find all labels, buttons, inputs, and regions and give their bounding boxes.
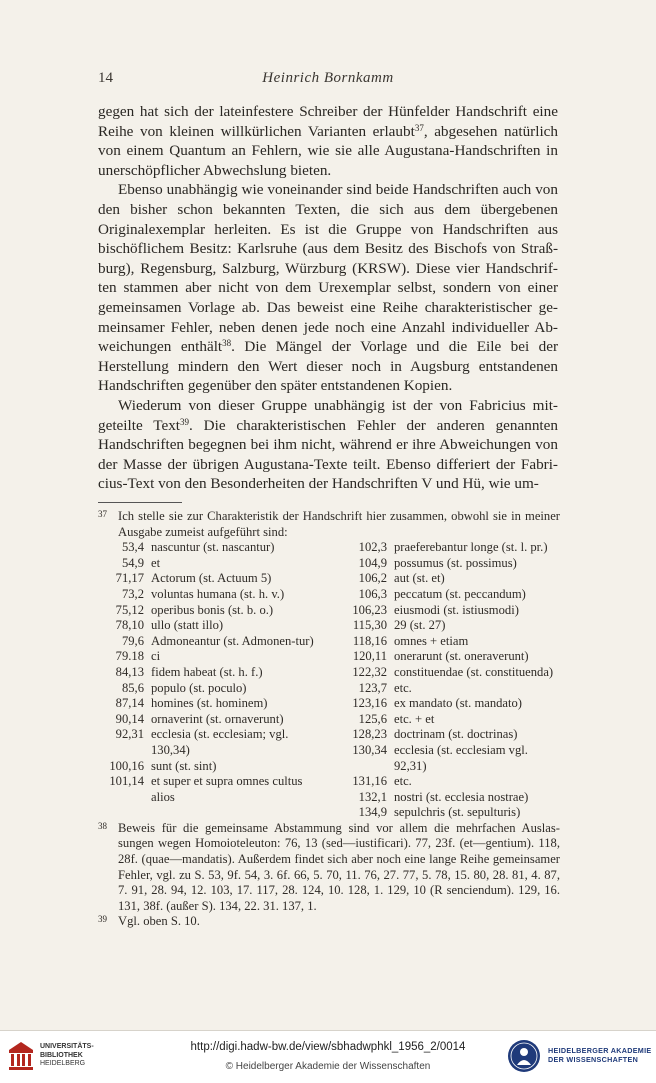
variant-text: omnes + etiam [394, 633, 469, 648]
variant-text: ullo (statt illo) [151, 618, 224, 633]
footnotes [98, 509, 560, 930]
variant-text: etc. [394, 774, 412, 789]
variant-row [341, 649, 560, 665]
variant-ref: 79.18 [115, 649, 144, 664]
variant-row [341, 774, 560, 790]
variant-row [341, 681, 560, 697]
variant-ref: 123,7 [358, 680, 387, 695]
variant-ref: 130,34 [352, 742, 387, 757]
footnote-ref[interactable]: 38 [222, 338, 232, 349]
paragraph: gegen hat sich der lateinfestere Schreiber der Hünfelder Handschrift eine Reihe von kleinen willkürlichen Varianten erlaubt$^{37}$, abgesehen natürlich von einem Quantum an Fehlern, wie sie alle Augustana-Handschriften in unerschöpflicher Abwechslung bieten. [98, 103, 558, 179]
variant-text: onerarunt (st. oneraverunt) [394, 649, 529, 664]
variant-text: voluntas humana (st. h. v.) [151, 586, 285, 601]
variant-ref: 115,30 [352, 618, 387, 633]
variant-ref: 78,10 [115, 618, 144, 633]
variant-row [341, 540, 560, 556]
copyright-notice: © Heidelberger Akademie der Wissenschaften [225, 1061, 431, 1072]
variant-ref: 85,6 [121, 680, 144, 695]
variant-row [341, 571, 560, 587]
variant-row [98, 712, 317, 728]
variant-row [98, 727, 317, 758]
variant-row [98, 649, 317, 665]
variant-row [341, 727, 560, 743]
footnote-intro: Ich stelle sie zur Charakteristik der Handschrift hier zusammen, obwohl sie in meiner Ausgabe zumeist aufgeführt sind: [118, 509, 560, 539]
variant-ref: 75,12 [115, 602, 144, 617]
footnote-39 [98, 914, 560, 930]
variant-text: nostri (st. ecclesia nostrae) [394, 789, 529, 804]
variant-ref: 106,2 [358, 571, 387, 586]
variant-row [98, 681, 317, 697]
variant-row [341, 634, 560, 650]
variant-ref: 79,6 [121, 633, 144, 648]
paragraph: Ebenso unabhängig wie voneinander sind beide Handschriften auch von den bisher schon bekannten Texten, die sich aus dem übergebenen Originalexemplar herleiten. Es ist die Gruppe von Handschriften aus bischöflichem Besitz: Karlsruhe (aus dem Besitz des Bischofs von Straß-burg), Regensburg, Salzburg, Würzburg (KRSW). Diese vier Handschrif-ten stammen aber nicht von dem Urexemplar selbst, sondern von einer gemeinsamen Vorlage ab. Das beweist eine Reihe charakteristischer ge-meinsamer Fehler, neben denen jede noch eine Anzahl individueller Ab-weichungen enthält$^{38}$. Die Mängel der Vorlage und die Eile bei der Herstellung mindern den Wert dieser noch in Augsburg entstandenen Handschriften gegenüber den später entstandenen Kopien. [98, 181, 558, 395]
variant-row [341, 805, 560, 821]
variant-row [98, 571, 317, 587]
footnote-ref[interactable]: 39 [180, 416, 190, 427]
variant-ref: 87,14 [115, 696, 144, 711]
running-head: Heinrich Bornkamm [262, 70, 394, 86]
variant-text: etc. + et [394, 711, 435, 726]
variant-ref: 53,4 [121, 540, 144, 555]
variant-text: Admoneantur (st. Admonen-tur) [151, 633, 314, 648]
footnote-number: 39 [98, 914, 107, 925]
variant-text: 29 (st. 27) [394, 618, 446, 633]
variant-text: sunt (st. sint) [151, 758, 217, 773]
footnote-number: 38 [98, 820, 107, 831]
variant-row [98, 696, 317, 712]
paragraph: Wiederum von dieser Gruppe unabhängig ist der von Fabricius mit-geteilte Text$^{39}$. Die charakteristischen Fehler der anderen genannten Handschriften begegnen bei ihm nicht, während er ihre Abweichungen von der Masse der übrigen Augustana-Texte teilt. Ebenso differiert der Fabri-cius-Text von den Besonderheiten der Handschriften V und Hü, wie um- [98, 396, 558, 493]
variant-text: et super et supra omnes cultus alios [151, 774, 303, 804]
footnote-number: 37 [98, 509, 107, 519]
variant-ref: 102,3 [358, 540, 387, 555]
variant-text: constituendae (st. constituenda) [394, 664, 554, 679]
variant-text: homines (st. hominem) [151, 696, 268, 711]
variant-text: Actorum (st. Actuum 5) [151, 571, 272, 586]
variant-list [98, 540, 560, 821]
variant-text: ornaverint (st. ornaverunt) [151, 711, 284, 726]
variant-text: et [151, 555, 161, 570]
footnote-text: Vgl. oben S. 10. [118, 914, 200, 929]
variant-row [98, 540, 317, 556]
variant-ref: 134,9 [358, 805, 387, 820]
variant-row [98, 665, 317, 681]
variant-ref: 131,16 [352, 774, 387, 789]
variant-ref: 84,13 [115, 664, 144, 679]
variant-text: etc. [394, 680, 412, 695]
variant-text: fidem habeat (st. h. f.) [151, 664, 263, 679]
variant-text: peccatum (st. peccandum) [394, 586, 526, 601]
variant-row [98, 587, 317, 603]
library-name: UNIVERSITÄTS- BIBLIOTHEK HEIDELBERG [40, 1043, 94, 1067]
variant-ref: 100,16 [109, 758, 144, 773]
variant-ref: 123,16 [352, 696, 387, 711]
variant-ref: 73,2 [121, 586, 144, 601]
footnote-divider [98, 502, 182, 503]
variant-text: aut (st. et) [394, 571, 445, 586]
variant-ref: 90,14 [115, 711, 144, 726]
variant-ref: 54,9 [121, 555, 144, 570]
variant-row [98, 759, 317, 775]
variant-text: nascuntur (st. nascantur) [151, 540, 275, 555]
variant-text: operibus bonis (st. b. o.) [151, 602, 274, 617]
variant-text: ex mandato (st. mandato) [394, 696, 522, 711]
variant-row [341, 696, 560, 712]
page-number: 14 [98, 70, 113, 86]
variant-row [341, 603, 560, 619]
variant-row [98, 603, 317, 619]
variant-column-right [317, 540, 560, 821]
variant-ref: 104,9 [358, 555, 387, 570]
footnote-38 [98, 821, 560, 915]
variant-ref: 92,31 [115, 727, 144, 742]
footnote-text: Beweis für die gemeinsame Abstammung sind vor allem die mehrfachen Auslas-sungen wegen Homoioteleuton: 76, 13 (sed—iustificari). 77, 23f. (et—gentium). 118, 28f. (quae—mandatis). Außerdem findet sich aber noch eine lange Reihe gemeinsamer Fehler, vgl. zu S. 53, 9f. 54, 3. 6f. 66, 5. 70, 11. 76, 27. 77, 5. 78, 15. 80, 28. 81, 4. 87, 7. 91, 28. 94, 12. 103, 17. 117, 28. 124, 10. 128, 1. 129, 10 (R senciendum). 129, 16. 131, 38f. (außer S). 134, 22. 31. 137, 1. [118, 820, 560, 913]
variant-column-left [98, 540, 317, 821]
variant-row [98, 618, 317, 634]
variant-ref: 101,14 [109, 774, 144, 789]
academy-seal-icon[interactable] [507, 1039, 541, 1073]
variant-text: ecclesia (st. ecclesiam vgl. 92,31) [394, 742, 528, 773]
variant-text: populo (st. poculo) [151, 680, 247, 695]
variant-text: eiusmodi (st. istiusmodi) [394, 602, 519, 617]
variant-ref: 118,16 [352, 633, 387, 648]
main-text [98, 102, 558, 494]
variant-row [98, 556, 317, 572]
variant-ref: 122,32 [352, 664, 387, 679]
page-header [98, 70, 558, 90]
variant-ref: 106,3 [358, 586, 387, 601]
variant-ref: 106,23 [352, 602, 387, 617]
variant-text: sepulchris (st. sepulturis) [394, 805, 521, 820]
footnote-37 [98, 509, 560, 540]
academy-name: HEIDELBERGER AKADEMIE DER WISSENSCHAFTEN [548, 1046, 652, 1064]
variant-ref: 120,11 [352, 649, 387, 664]
variant-row [341, 587, 560, 603]
viewer-footer [0, 1030, 656, 1083]
variant-row [341, 556, 560, 572]
permalink[interactable]: http://digi.hadw-bw.de/view/sbhadwphkl_1956_2/0014 [190, 1041, 466, 1053]
variant-row [341, 665, 560, 681]
variant-ref: 132,1 [358, 789, 387, 804]
variant-row [341, 743, 560, 774]
variant-row [341, 712, 560, 728]
variant-text: possumus (st. possimus) [394, 555, 517, 570]
variant-row [341, 790, 560, 806]
variant-row [98, 774, 317, 805]
variant-row [341, 618, 560, 634]
variant-ref: 128,23 [352, 727, 387, 742]
variant-ref: 125,6 [358, 711, 387, 726]
variant-text: ci [151, 649, 161, 664]
variant-ref: 71,17 [115, 571, 144, 586]
footnote-ref[interactable]: 37 [414, 122, 424, 133]
variant-text: praeferebantur longe (st. l. pr.) [394, 540, 548, 555]
variant-text: ecclesia (st. ecclesiam; vgl. 130,34) [151, 727, 289, 757]
variant-text: doctrinam (st. doctrinas) [394, 727, 518, 742]
variant-row [98, 634, 317, 650]
